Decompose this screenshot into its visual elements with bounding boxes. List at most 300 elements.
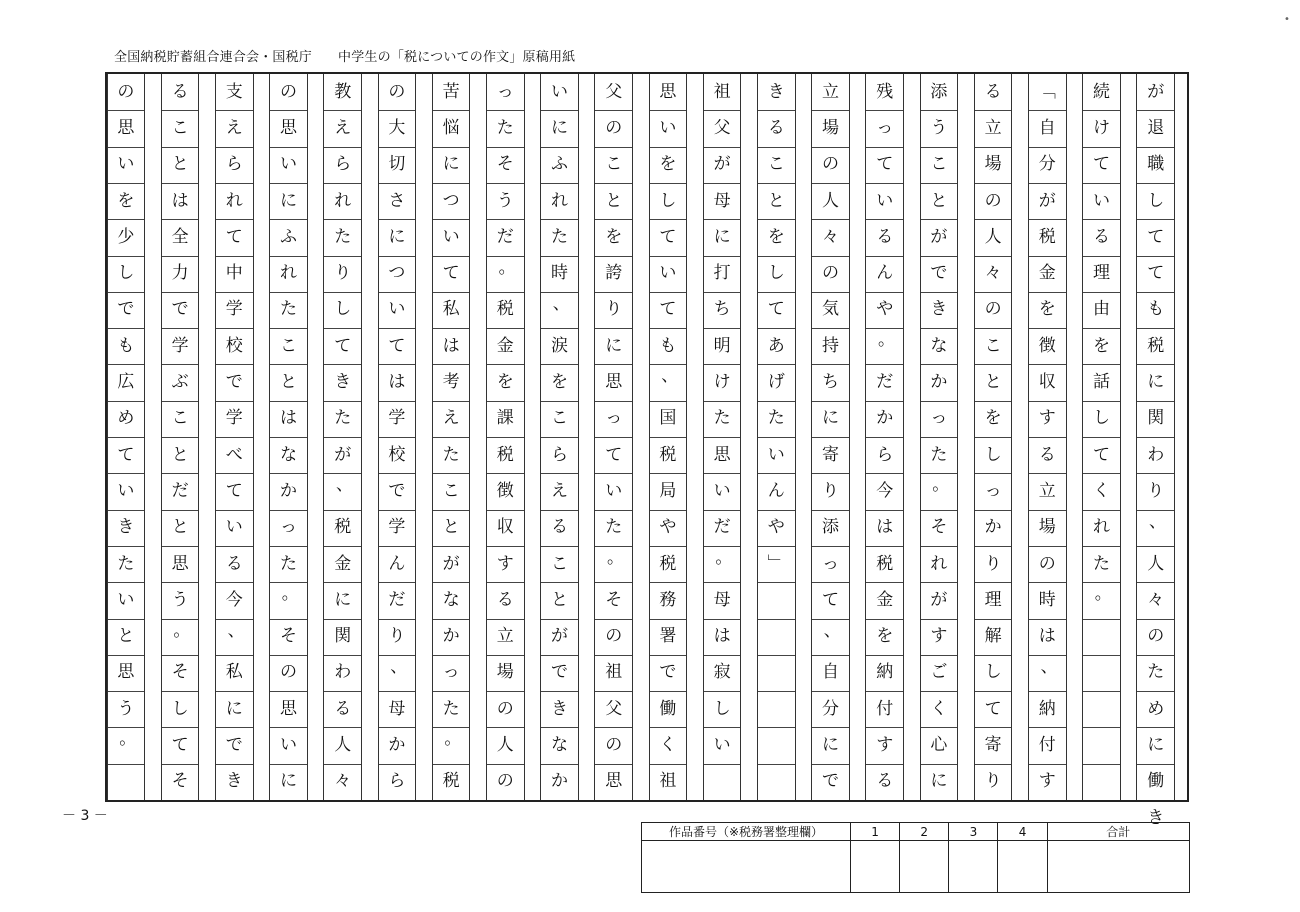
manuscript-cell: 自 <box>1038 117 1056 138</box>
manuscript-cell: 退 <box>1147 117 1165 138</box>
manuscript-cell: 母 <box>713 589 731 610</box>
manuscript-cell: に <box>930 771 948 792</box>
manuscript-cell: う <box>496 190 514 211</box>
manuscript-cell: え <box>225 117 243 138</box>
manuscript-cell: 、 <box>1148 511 1166 532</box>
manuscript-cell: 理 <box>1092 263 1110 284</box>
manuscript-cell: 税 <box>442 771 460 792</box>
manuscript-cell: 祖 <box>605 662 623 683</box>
manuscript-cell: た <box>334 226 352 247</box>
manuscript-cell: 涙 <box>550 335 568 356</box>
manuscript-cell: っ <box>442 662 460 683</box>
grid-line <box>1083 764 1120 765</box>
manuscript-cell: れ <box>930 553 948 574</box>
manuscript-cell: 時 <box>550 263 568 284</box>
manuscript-cell: 働 <box>1147 771 1165 792</box>
manuscript-cell: 。 <box>281 584 299 605</box>
manuscript-cell: 残 <box>876 81 894 102</box>
manuscript-cell: き <box>930 299 948 320</box>
manuscript-cell: わ <box>1147 444 1165 465</box>
manuscript-cell: 。 <box>119 729 137 750</box>
manuscript-cell: 場 <box>1038 517 1056 538</box>
manuscript-cell: い <box>713 735 731 756</box>
manuscript-cell: 添 <box>821 517 839 538</box>
manuscript-cell: 場 <box>496 662 514 683</box>
manuscript-cell: を <box>605 226 623 247</box>
manuscript-cell: と <box>117 626 135 647</box>
manuscript-cell: っ <box>930 408 948 429</box>
manuscript-cell: い <box>279 735 297 756</box>
manuscript-cell: 思 <box>171 553 189 574</box>
manuscript-cell: い <box>225 517 243 538</box>
manuscript-cell: 関 <box>1147 408 1165 429</box>
manuscript-cell: っ <box>496 81 514 102</box>
manuscript-cell: く <box>659 735 677 756</box>
manuscript-cell: い <box>117 480 135 501</box>
manuscript-cell: の <box>117 81 135 102</box>
manuscript-cell: 思 <box>713 444 731 465</box>
manuscript-cell: 人 <box>821 190 839 211</box>
manuscript-cell: 思 <box>659 81 677 102</box>
manuscript-cell: 働 <box>659 698 677 719</box>
manuscript-column <box>378 74 417 800</box>
manuscript-cell: り <box>984 553 1002 574</box>
manuscript-cell: に <box>279 190 297 211</box>
manuscript-cell: か <box>550 771 568 792</box>
manuscript-cell: 。 <box>715 547 733 568</box>
manuscript-cell: り <box>334 263 352 284</box>
manuscript-cell: れ <box>279 263 297 284</box>
manuscript-cell: ん <box>388 553 406 574</box>
manuscript-cell: と <box>605 190 623 211</box>
manuscript-cell: 。 <box>498 257 516 278</box>
manuscript-cell: て <box>388 335 406 356</box>
manuscript-cell: う <box>171 589 189 610</box>
page-number: － 3 － <box>62 808 108 824</box>
manuscript-cell: ぶ <box>171 372 189 393</box>
manuscript-cell: し <box>659 190 677 211</box>
form-header <box>114 46 575 65</box>
manuscript-cell: め <box>1147 698 1165 719</box>
manuscript-cell: 納 <box>1038 698 1056 719</box>
manuscript-cell: と <box>279 372 297 393</box>
manuscript-cell: っ <box>821 553 839 574</box>
manuscript-cell: す <box>930 626 948 647</box>
manuscript-cell: 解 <box>984 626 1002 647</box>
manuscript-cell: い <box>713 480 731 501</box>
manuscript-cell: が <box>442 553 460 574</box>
manuscript-cell: た <box>713 408 731 429</box>
score-cell-total[interactable] <box>1047 841 1189 893</box>
manuscript-cell: を <box>117 190 135 211</box>
manuscript-cell: 職 <box>1147 154 1165 175</box>
manuscript-cell: そ <box>930 517 948 538</box>
manuscript-cell: た <box>605 517 623 538</box>
manuscript-cell: い <box>388 299 406 320</box>
manuscript-cell: な <box>279 444 297 465</box>
manuscript-cell: 学 <box>388 517 406 538</box>
manuscript-cell: に <box>821 408 839 429</box>
manuscript-cell: て <box>225 226 243 247</box>
manuscript-column <box>757 74 796 800</box>
manuscript-cell: だ <box>388 589 406 610</box>
manuscript-column <box>161 74 200 800</box>
manuscript-cell: し <box>767 263 785 284</box>
manuscript-cell: そ <box>279 626 297 647</box>
manuscript-cell: 添 <box>930 81 948 102</box>
manuscript-cell: 自 <box>821 662 839 683</box>
manuscript-cell: い <box>659 263 677 284</box>
manuscript-cell: 教 <box>334 81 352 102</box>
manuscript-cell: か <box>984 517 1002 538</box>
score-header-4: 4 <box>998 823 1047 841</box>
manuscript-cell: 収 <box>1038 372 1056 393</box>
manuscript-cell: て <box>659 226 677 247</box>
manuscript-cell: 分 <box>1038 154 1056 175</box>
manuscript-cell: 付 <box>1038 735 1056 756</box>
manuscript-cell: 今 <box>876 480 894 501</box>
manuscript-cell: た <box>442 698 460 719</box>
manuscript-cell: 、 <box>335 475 353 496</box>
manuscript-cell: り <box>1147 480 1165 501</box>
manuscript-cell: 時 <box>1038 589 1056 610</box>
manuscript-cell: 税 <box>876 553 894 574</box>
manuscript-cell: と <box>984 372 1002 393</box>
manuscript-cell: 誇 <box>605 263 623 284</box>
manuscript-cell: が <box>550 626 568 647</box>
manuscript-cell: や <box>876 299 894 320</box>
manuscript-cell: こ <box>442 480 460 501</box>
manuscript-cell: け <box>1092 117 1110 138</box>
manuscript-cell: 税 <box>496 299 514 320</box>
manuscript-cell: か <box>388 735 406 756</box>
manuscript-cell: て <box>1147 226 1165 247</box>
manuscript-column <box>215 74 254 800</box>
manuscript-cell: ち <box>713 299 731 320</box>
grid-line <box>758 691 795 692</box>
manuscript-cell: 税 <box>334 517 352 538</box>
manuscript-cell: 中 <box>225 263 243 284</box>
manuscript-cell: 寂 <box>713 662 731 683</box>
manuscript-cell: て <box>1147 263 1165 284</box>
manuscript-cell: 々 <box>821 226 839 247</box>
manuscript-cell: め <box>117 408 135 429</box>
manuscript-column <box>1028 74 1067 800</box>
manuscript-cell: 父 <box>713 117 731 138</box>
manuscript-cell: ご <box>930 662 948 683</box>
manuscript-cell: 学 <box>171 335 189 356</box>
manuscript-column <box>811 74 850 800</box>
manuscript-cell: た <box>279 553 297 574</box>
manuscript-cell: 税 <box>659 444 677 465</box>
manuscript-cell: た <box>442 444 460 465</box>
manuscript-cell: 。 <box>606 547 624 568</box>
manuscript-cell: ち <box>821 372 839 393</box>
manuscript-cell: と <box>171 444 189 465</box>
manuscript-cell: 思 <box>117 662 135 683</box>
manuscript-cell: し <box>1092 408 1110 429</box>
manuscript-cell: け <box>713 372 731 393</box>
manuscript-cell: だ <box>876 372 894 393</box>
manuscript-cell: す <box>1038 408 1056 429</box>
manuscript-cell: な <box>442 589 460 610</box>
manuscript-cell: 国 <box>659 408 677 429</box>
manuscript-cell: に <box>1147 372 1165 393</box>
manuscript-cell: と <box>171 517 189 538</box>
manuscript-cell: 理 <box>984 589 1002 610</box>
manuscript-cell: た <box>334 408 352 429</box>
manuscript-cell: は <box>1038 626 1056 647</box>
manuscript-cell: 税 <box>659 553 677 574</box>
manuscript-cell: の <box>388 81 406 102</box>
manuscript-cell: な <box>550 735 568 756</box>
manuscript-cell: て <box>117 444 135 465</box>
manuscript-cell: え <box>442 408 460 429</box>
manuscript-cell: 納 <box>876 662 894 683</box>
manuscript-cell: の <box>496 771 514 792</box>
manuscript-cell: る <box>767 117 785 138</box>
grid-line <box>1083 655 1120 656</box>
manuscript-cell: の <box>984 190 1002 211</box>
manuscript-cell: て <box>821 589 839 610</box>
manuscript-column <box>1082 74 1121 800</box>
manuscript-cell: ん <box>876 263 894 284</box>
grid-line <box>1083 619 1120 620</box>
manuscript-cell: は <box>171 190 189 211</box>
manuscript-cell: 、 <box>227 620 245 641</box>
score-header-entry-number: 作品番号（※税務署整理欄） <box>642 823 851 841</box>
manuscript-cell: う <box>930 117 948 138</box>
manuscript-cell: に <box>713 226 731 247</box>
manuscript-cell: ら <box>876 444 894 465</box>
manuscript-cell: を <box>496 372 514 393</box>
manuscript-cell: だ <box>713 517 731 538</box>
grid-line <box>758 619 795 620</box>
manuscript-cell: の <box>821 154 839 175</box>
manuscript-cell: い <box>550 81 568 102</box>
manuscript-cell: て <box>225 480 243 501</box>
score-header-total: 合計 <box>1047 823 1189 841</box>
manuscript-cell: べ <box>225 444 243 465</box>
score-header-2: 2 <box>900 823 949 841</box>
manuscript-cell: 支 <box>225 81 243 102</box>
manuscript-cell: で <box>821 771 839 792</box>
manuscript-cell: い <box>876 190 894 211</box>
manuscript-cell: い <box>767 444 785 465</box>
manuscript-cell: 続 <box>1092 81 1110 102</box>
manuscript-cell: と <box>442 517 460 538</box>
manuscript-cell: と <box>930 190 948 211</box>
manuscript-cell: る <box>1092 226 1110 247</box>
form-title: 中学生の「税についての作文」原稿用紙 <box>338 50 576 65</box>
manuscript-cell: そ <box>171 662 189 683</box>
manuscript-cell: 母 <box>388 698 406 719</box>
manuscript-cell: ﹁ <box>1038 81 1056 102</box>
score-cell-entry-number[interactable] <box>642 841 851 893</box>
manuscript-cell: 々 <box>334 771 352 792</box>
manuscript-cell: を <box>767 226 785 247</box>
manuscript-cell: 。 <box>932 475 950 496</box>
manuscript-cell: ん <box>767 480 785 501</box>
manuscript-cell: こ <box>767 154 785 175</box>
manuscript-cell: 祖 <box>713 81 731 102</box>
manuscript-cell: 収 <box>496 517 514 538</box>
manuscript-cell: し <box>117 263 135 284</box>
manuscript-cell: 徴 <box>496 480 514 501</box>
manuscript-cell: 学 <box>225 299 243 320</box>
manuscript-cell: ふ <box>279 226 297 247</box>
manuscript-cell: 立 <box>984 117 1002 138</box>
manuscript-cell: か <box>442 626 460 647</box>
manuscript-cell: が <box>334 444 352 465</box>
manuscript-cell: す <box>876 735 894 756</box>
manuscript-cell: し <box>334 299 352 320</box>
manuscript-cell: 立 <box>496 626 514 647</box>
manuscript-cell: り <box>388 626 406 647</box>
manuscript-cell: に <box>388 226 406 247</box>
score-cell-3[interactable] <box>949 841 998 893</box>
manuscript-cell: す <box>1038 771 1056 792</box>
manuscript-cell: 々 <box>984 263 1002 284</box>
manuscript-cell: 父 <box>605 698 623 719</box>
manuscript-cell: に <box>334 589 352 610</box>
grid-line <box>108 764 145 765</box>
manuscript-cell: 気 <box>821 299 839 320</box>
manuscript-cell: が <box>1147 81 1165 102</box>
manuscript-cell: し <box>984 444 1002 465</box>
manuscript-column <box>432 74 471 800</box>
manuscript-cell: 力 <box>171 263 189 284</box>
manuscript-column <box>649 74 688 800</box>
manuscript-cell: 持 <box>821 335 839 356</box>
manuscript-cell: こ <box>550 408 568 429</box>
manuscript-cell: り <box>821 480 839 501</box>
manuscript-column <box>594 74 633 800</box>
manuscript-cell: の <box>605 117 623 138</box>
score-cell-2[interactable] <box>900 841 949 893</box>
manuscript-cell: 明 <box>713 335 731 356</box>
manuscript-cell: つ <box>442 190 460 211</box>
manuscript-cell: り <box>605 299 623 320</box>
manuscript-cell: て <box>605 444 623 465</box>
manuscript-cell: っ <box>876 117 894 138</box>
manuscript-cell: 少 <box>117 226 135 247</box>
manuscript-cell: 人 <box>334 735 352 756</box>
manuscript-cell: た <box>279 299 297 320</box>
manuscript-cell: 場 <box>821 117 839 138</box>
manuscript-cell: 々 <box>1147 589 1165 610</box>
score-table <box>641 822 1190 893</box>
grid-line <box>758 582 795 583</box>
manuscript-cell: 税 <box>1147 335 1165 356</box>
manuscript-cell: で <box>117 299 135 320</box>
manuscript-cell: た <box>930 444 948 465</box>
manuscript-cell: を <box>1092 335 1110 356</box>
manuscript-cell: で <box>388 480 406 501</box>
manuscript-cell: 、 <box>823 620 841 641</box>
manuscript-cell: て <box>1092 444 1110 465</box>
manuscript-column <box>865 74 904 800</box>
manuscript-cell: 人 <box>984 226 1002 247</box>
manuscript-cell: か <box>930 372 948 393</box>
manuscript-cell: を <box>876 626 894 647</box>
grid-line <box>704 764 741 765</box>
manuscript-cell: れ <box>1092 517 1110 538</box>
manuscript-cell: っ <box>984 480 1002 501</box>
manuscript-cell: 思 <box>279 698 297 719</box>
manuscript-cell: ら <box>388 771 406 792</box>
manuscript-cell: あ <box>767 335 785 356</box>
manuscript-cell: の <box>605 735 623 756</box>
manuscript-cell: な <box>930 335 948 356</box>
manuscript-cell: る <box>984 81 1002 102</box>
manuscript-cell: に <box>442 154 460 175</box>
score-cell-4[interactable] <box>998 841 1047 893</box>
manuscript-cell: 場 <box>984 154 1002 175</box>
manuscript-cell: の <box>1147 626 1165 647</box>
manuscript-cell: ふ <box>550 154 568 175</box>
manuscript-column <box>974 74 1013 800</box>
manuscript-cell: の <box>279 81 297 102</box>
manuscript-cell: 悩 <box>442 117 460 138</box>
manuscript-cell: こ <box>984 335 1002 356</box>
manuscript-cell: 今 <box>225 589 243 610</box>
manuscript-cell: 心 <box>930 735 948 756</box>
manuscript-cell: 私 <box>225 662 243 683</box>
manuscript-cell: 打 <box>713 263 731 284</box>
manuscript-cell: き <box>767 81 785 102</box>
manuscript-cell: た <box>496 117 514 138</box>
manuscript-cell: て <box>1092 154 1110 175</box>
manuscript-cell: に <box>605 335 623 356</box>
manuscript-cell: さ <box>388 190 406 211</box>
manuscript-cell: い <box>117 589 135 610</box>
manuscript-cell: や <box>767 517 785 538</box>
grid-line <box>758 727 795 728</box>
manuscript-cell: に <box>550 117 568 138</box>
manuscript-cell: こ <box>171 117 189 138</box>
manuscript-column <box>486 74 525 800</box>
manuscript-cell: わ <box>334 662 352 683</box>
manuscript-cell: は <box>279 408 297 429</box>
manuscript-cell: い <box>117 154 135 175</box>
manuscript-cell: 考 <box>442 372 460 393</box>
manuscript-cell: 私 <box>442 299 460 320</box>
manuscript-cell: 税 <box>1038 226 1056 247</box>
manuscript-cell: く <box>930 698 948 719</box>
manuscript-cell: い <box>659 117 677 138</box>
score-cell-1[interactable] <box>851 841 900 893</box>
org-name: 全国納税貯蓄組合連合会・国税庁 <box>114 50 313 65</box>
grid-line <box>1083 691 1120 692</box>
manuscript-cell: 、 <box>552 293 570 314</box>
manuscript-cell: 金 <box>1038 263 1056 284</box>
manuscript-cell: た <box>1092 553 1110 574</box>
manuscript-cell: か <box>279 480 297 501</box>
manuscript-cell: 金 <box>496 335 514 356</box>
manuscript-cell: て <box>767 299 785 320</box>
manuscript-cell: し <box>171 698 189 719</box>
manuscript-cell: 全 <box>171 226 189 247</box>
manuscript-cell: 話 <box>1092 372 1110 393</box>
manuscript-cell: 学 <box>388 408 406 429</box>
manuscript-cell: 広 <box>117 372 135 393</box>
manuscript-cell: 校 <box>388 444 406 465</box>
manuscript-cell: の <box>821 263 839 284</box>
manuscript-cell: つ <box>388 263 406 284</box>
manuscript-cell: こ <box>171 408 189 429</box>
manuscript-cell: そ <box>171 771 189 792</box>
